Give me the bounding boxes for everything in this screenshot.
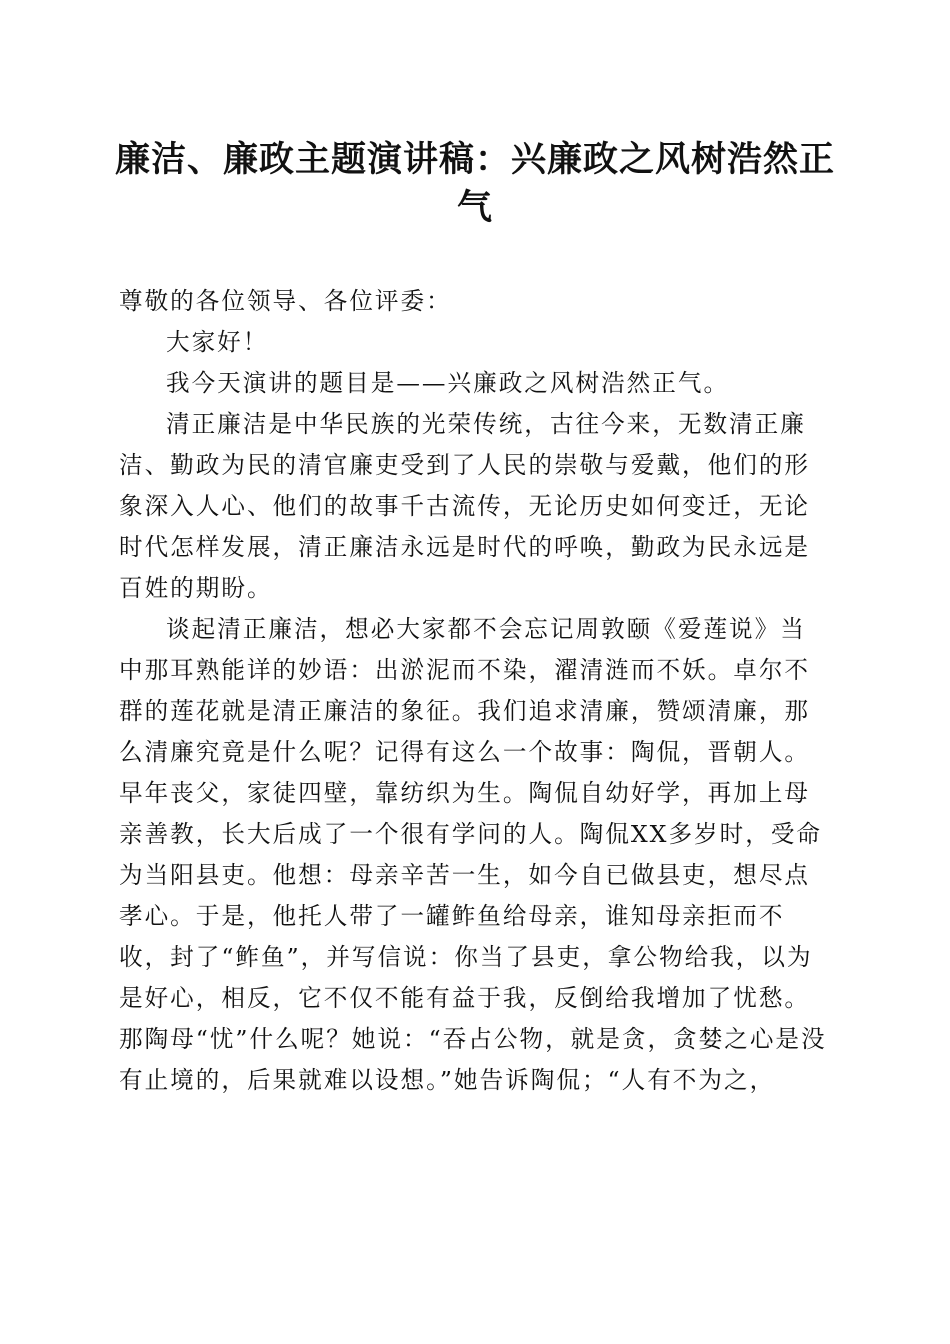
salutation: 尊敬的各位领导、各位评委： [119,287,452,315]
paragraph-tradition: 清正廉洁是中华民族的光荣传统，古往今来，无数清正廉洁、勤政为民的清官廉吏受到了人民的崇敬与爱戴，他们的形象深入人心、他们的故事千古流传，无论历史如何变迁，无论时代怎样发展，清正廉洁永远是时代的呼唤，勤政为民永远是百姓的期盼。 [119,410,811,602]
paragraph-story: 谈起清正廉洁，想必大家都不会忘记周敦颐《爱莲说》当中那耳熟能详的妙语：出淤泥而不染，濯清涟而不妖。卓尔不群的莲花就是清正廉洁的象征。我们追求清廉，赞颂清廉，那么清廉究竟是什么呢？记得有这么一个故事：陶侃，晋朝人。早年丧父，家徒四壁，靠纺织为生。陶侃自幼好学，再加上母亲善教，长大后成了一个很有学问的人。陶侃XX多岁时，受命为当阳县吏。他想：母亲辛苦一生，如今自已做县吏，想尽点孝心。于是，他托人带了一罐鲊鱼给母亲，谁知母亲拒而不收，封了“鲊鱼”，并写信说：你当了县吏，拿公物给我，以为是好心，相反，它不仅不能有益于我，反倒给我增加了忧愁。那陶母“忧”什么呢？她说：“吞占公物，就是贪，贪婪之心是没有止境的，后果就难以设想。”她告诉陶侃；“人有不为之， [119,615,827,1094]
document-body [119,281,831,1101]
paragraph-topic: 我今天演讲的题目是——兴廉政之风树浩然正气。 [166,369,730,397]
document-title: 廉洁、廉政主题演讲稿：兴廉政之风树浩然正气 [114,139,835,228]
paragraph-greeting: 大家好！ [166,328,269,356]
